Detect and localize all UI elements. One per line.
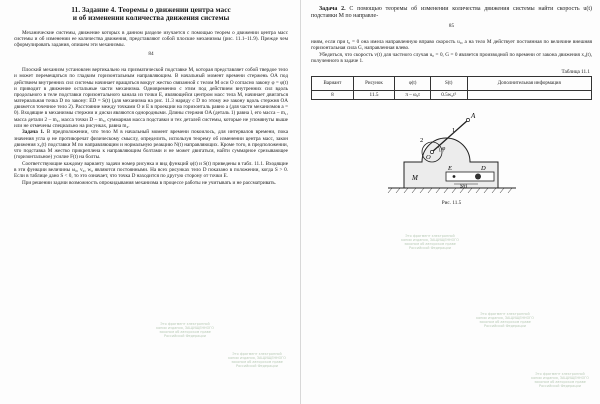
point-d: [475, 174, 481, 180]
cell-figure: 11.5: [353, 91, 395, 100]
copyright-watermark: Это фрагмент электронной копии издания, ЗАЩИЩЕННОГО законом об авторском праве Российской Федерации: [156, 322, 214, 338]
copyright-watermark: Это фрагмент электронной копии издания, ЗАЩИЩЕННОГО законом об авторском праве Российской Федерации: [401, 234, 459, 250]
point-e: [452, 175, 455, 178]
verification-paragraph: Убедиться, что скорость v(t) для частного случая u₀ = 0, G = 0 является производной по времени от закона движения x₄(t), полученного в задаче 1.: [311, 51, 592, 64]
task-2-lead: Задача 2.: [319, 6, 346, 12]
heading-line-2: и об изменении количества движения системы: [72, 13, 230, 23]
label-phi: φ: [441, 146, 445, 153]
task-2-text: С помощью теоремы об изменении количества движения системы найти скорость u(t) подставки M по направле-: [311, 6, 592, 19]
copyright-watermark: Это фрагмент электронной копии издания, ЗАЩИЩЕННОГО законом об авторском праве Российской Федерации: [228, 352, 286, 368]
variant-paragraph: Соответствующие каждому варианту задачи номер рисунка и вид функций φ(t) и S(t) приведены в табл. 11.1. Входящие в эти функции величины ω₀, v₀, w₀ являются постоянными. На всех рисунках тело D показано в положении, когда S > 0. Если в таблице дано S < 0, то это означает, что точка D находится по другую сторону от точки E.: [14, 160, 288, 179]
variant-table: [311, 76, 592, 100]
intro-paragraph: Механические системы, движение которых в данном разделе изучается с помощью теорем о движении центра масс системы и об изменении ее количества движения, представляют собой плоские механизмы (рис. 11.1–11.9). Прежде чем сформулировать задания, опишем эти механизмы.: [14, 29, 288, 49]
label-e: E: [447, 165, 452, 173]
task-2-continuation: ниям, если при t₀ = 0 она имела направленную вправо скорость u₀, а на тело M действует постоянная по величине внешняя горизонтальная сила G, направленная влево.: [311, 39, 592, 52]
heading-line-1: 11. Задание 4. Теоремы о движении центра масс: [71, 5, 231, 14]
copyright-watermark: Это фрагмент электронной копии издания, ЗАЩИЩЕННОГО законом об авторском праве Российской Федерации: [531, 372, 589, 388]
header-s: S(t): [430, 77, 467, 91]
task-1-lead: Задача 1.: [22, 129, 45, 136]
label-m: M: [411, 174, 418, 183]
header-phi: φ(t): [395, 77, 431, 91]
section-heading: [14, 6, 288, 23]
task-1-paragraph: [14, 129, 288, 160]
label-o: O: [425, 154, 431, 162]
tipping-note: При решении задачи возможность опрокидывания механизма в процессе работы не учитывать и не рассматривать.: [22, 179, 277, 186]
hatching: [388, 188, 512, 193]
table-row: [312, 91, 592, 100]
header-figure: Рисунок: [353, 77, 395, 91]
table-caption: Таблица 11.1: [561, 69, 590, 76]
page-number-right: 85: [448, 23, 455, 29]
mechanism-description: Плоский механизм установлен вертикально на призматической подставке M, которая представляет собой твердое тело и может перемещаться по гладким горизонтальным направляющим. В начальный момент времени стержень OA под действием внутренних сил системы начинает вращаться вокруг жестко связанной с телом M оси O согласно закону φ = φ(t) и приводит в движение остальные части механизма. Одновременно с этим под действием внутренних сил вдоль продольного в теле подставки горизонтального канала из точки E, являющейся центром масс тела M, начинает двигаться материальная точка D по закону: ED = S(t) (для механизма на рис. 11.3 наряду с D по этому же закону вдоль стержня OA движется точечное тело 2). Расстояние между точками O и E в проекции на горизонталь равно a (для части механизмов a = 0). Входящие в механизмы стержни и диски являются однородными. Длины стержня OA (деталь 1) равна l, его масса – m₁, масса детали 2 – m₂, масса точки D – m₃, суммарная масса подставки и тех деталей системы, которые не упомянуты выше или не отмечены специально на рисунках, равна m₄.: [14, 67, 288, 129]
rod-end-a: [466, 119, 469, 122]
figure-caption: Рис. 11.5: [441, 200, 462, 207]
page-number-left: 84: [148, 51, 154, 58]
label-2: 2: [419, 137, 423, 145]
task-1-text: В предположении, что тело M в начальный момент времени покоилось, для интервалов времени, пока значения угла φ не противоречат физическому смыслу, определить, используя теорему об изменении центра масс, закон движения x₄(t) подставки M по направляющим и нормальную реакцию N(t) направляющих. Кроме того, в предположении, что подставка M жестко прикреплена к направляющим болтами и не может двигаться, найти суммарное срезывающее (горизонтальное) усилие F(t) на болты.: [14, 129, 288, 160]
cell-extra-info: [467, 91, 591, 100]
label-a: A: [470, 112, 475, 121]
task-2-paragraph: [311, 6, 592, 20]
header-extra-info: Дополнительная информация: [467, 77, 591, 91]
cell-variant: 8: [312, 91, 354, 100]
cell-phi: π – ω₀t: [395, 91, 431, 100]
table-header-row: [312, 77, 592, 91]
label-s: S(t): [459, 184, 467, 190]
mechanism-diagram: [382, 106, 522, 198]
copyright-watermark: Это фрагмент электронной копии издания, ЗАЩИЩЕННОГО законом об авторском праве Российской Федерации: [476, 312, 534, 328]
label-d: D: [480, 165, 486, 173]
label-1: 1: [451, 127, 455, 135]
right-page: [300, 0, 600, 404]
cell-s: 0.5w₀t²: [430, 91, 467, 100]
header-variant: Вариант: [312, 77, 354, 91]
pivot-o: [430, 151, 433, 154]
figure-11-5: [362, 106, 542, 206]
